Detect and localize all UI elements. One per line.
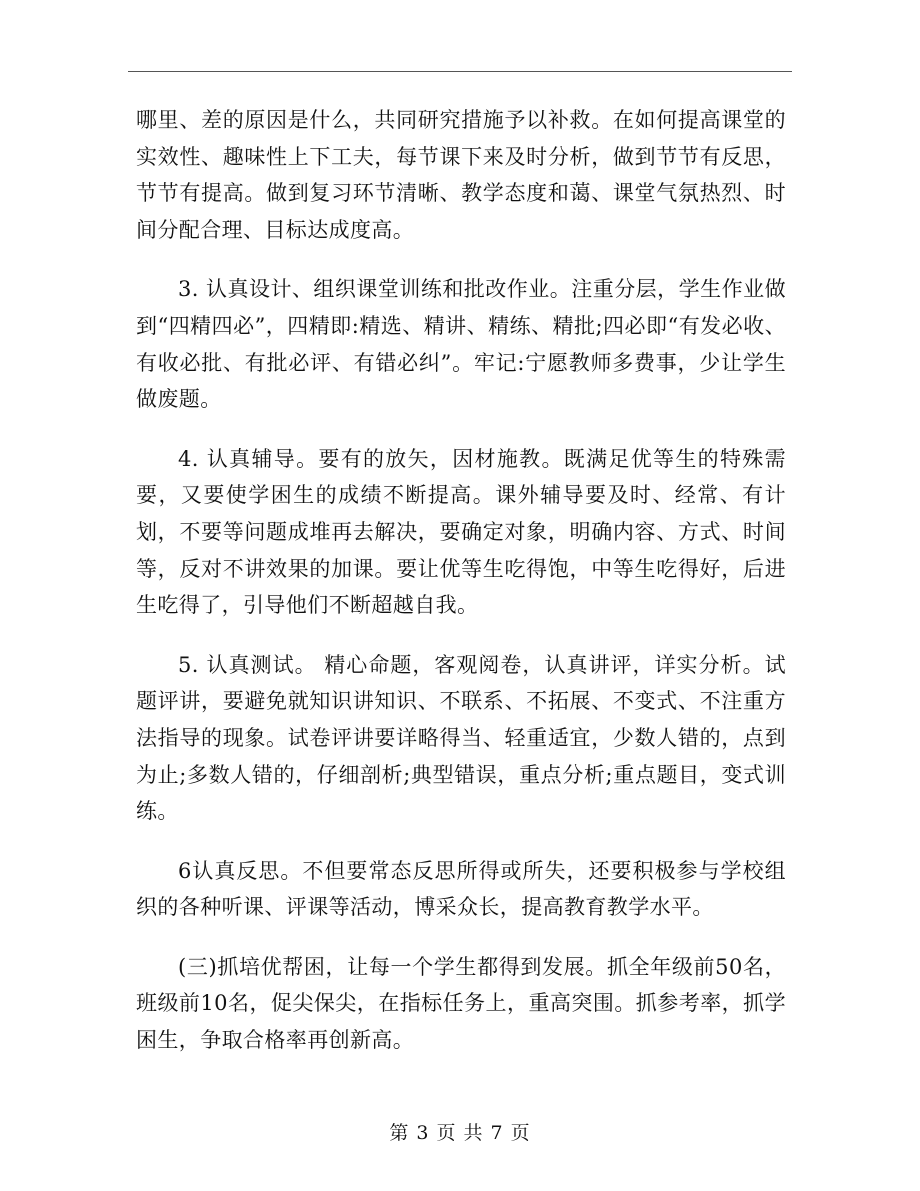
body-text [136, 102, 786, 1059]
header-rule [128, 71, 792, 72]
paragraph-continuation: 哪里、差的原因是什么，共同研究措施予以补救。在如何提高课堂的实效性、趣味性上下工夫，每节课下来及时分析，做到节节有反思，节节有提高。做到复习环节清晰、教学态度和蔼、课堂气氛热烈、时间分配合理、目标达成度高。 [136, 108, 786, 242]
page-number-footer: 第 3 页 共 7 页 [389, 1122, 531, 1144]
paragraph-item-5: 5. 认真测试。 精心命题，客观阅卷，认真讲评，详实分析。试题评讲，要避免就知识讲知识、不联系、不拓展、不变式、不注重方法指导的现象。试卷评讲要详略得当、轻重适宜，少数人错的，点到为止;多数人错的，仔细剖析;典型错误，重点分析;重点题目，变式训练。 [136, 652, 786, 824]
paragraph-item-3: 3. 认真设计、组织课堂训练和批改作业。注重分层，学生作业做到“四精四必”，四精即:精选、精讲、精练、精批;四必即“有发必收、有收必批、有批必评、有错必纠”。牢记:宁愿教师多费事，少让学生做废题。 [136, 277, 786, 412]
paragraph-section-3: (三)抓培优帮困，让每一个学生都得到发展。抓全年级前50名，班级前10名，促尖保尖，在指标任务上，重高突围。抓参考率，抓学困生，争取合格率再创新高。 [136, 954, 786, 1053]
paragraph-item-4: 4. 认真辅导。要有的放矢，因材施教。既满足优等生的特殊需要，又要使学困生的成绩不断提高。课外辅导要及时、经常、有计划，不要等问题成堆再去解决，要确定对象，明确内容、方式、时间等，反对不讲效果的加课。要让优等生吃得饱，中等生吃得好，后进生吃得了，引导他们不断超越自我。 [136, 446, 786, 618]
paragraph-item-6: 6认真反思。不但要常态反思所得或所失，还要积极参与学校组织的各种听课、评课等活动，博采众长，提高教育教学水平。 [136, 858, 786, 920]
